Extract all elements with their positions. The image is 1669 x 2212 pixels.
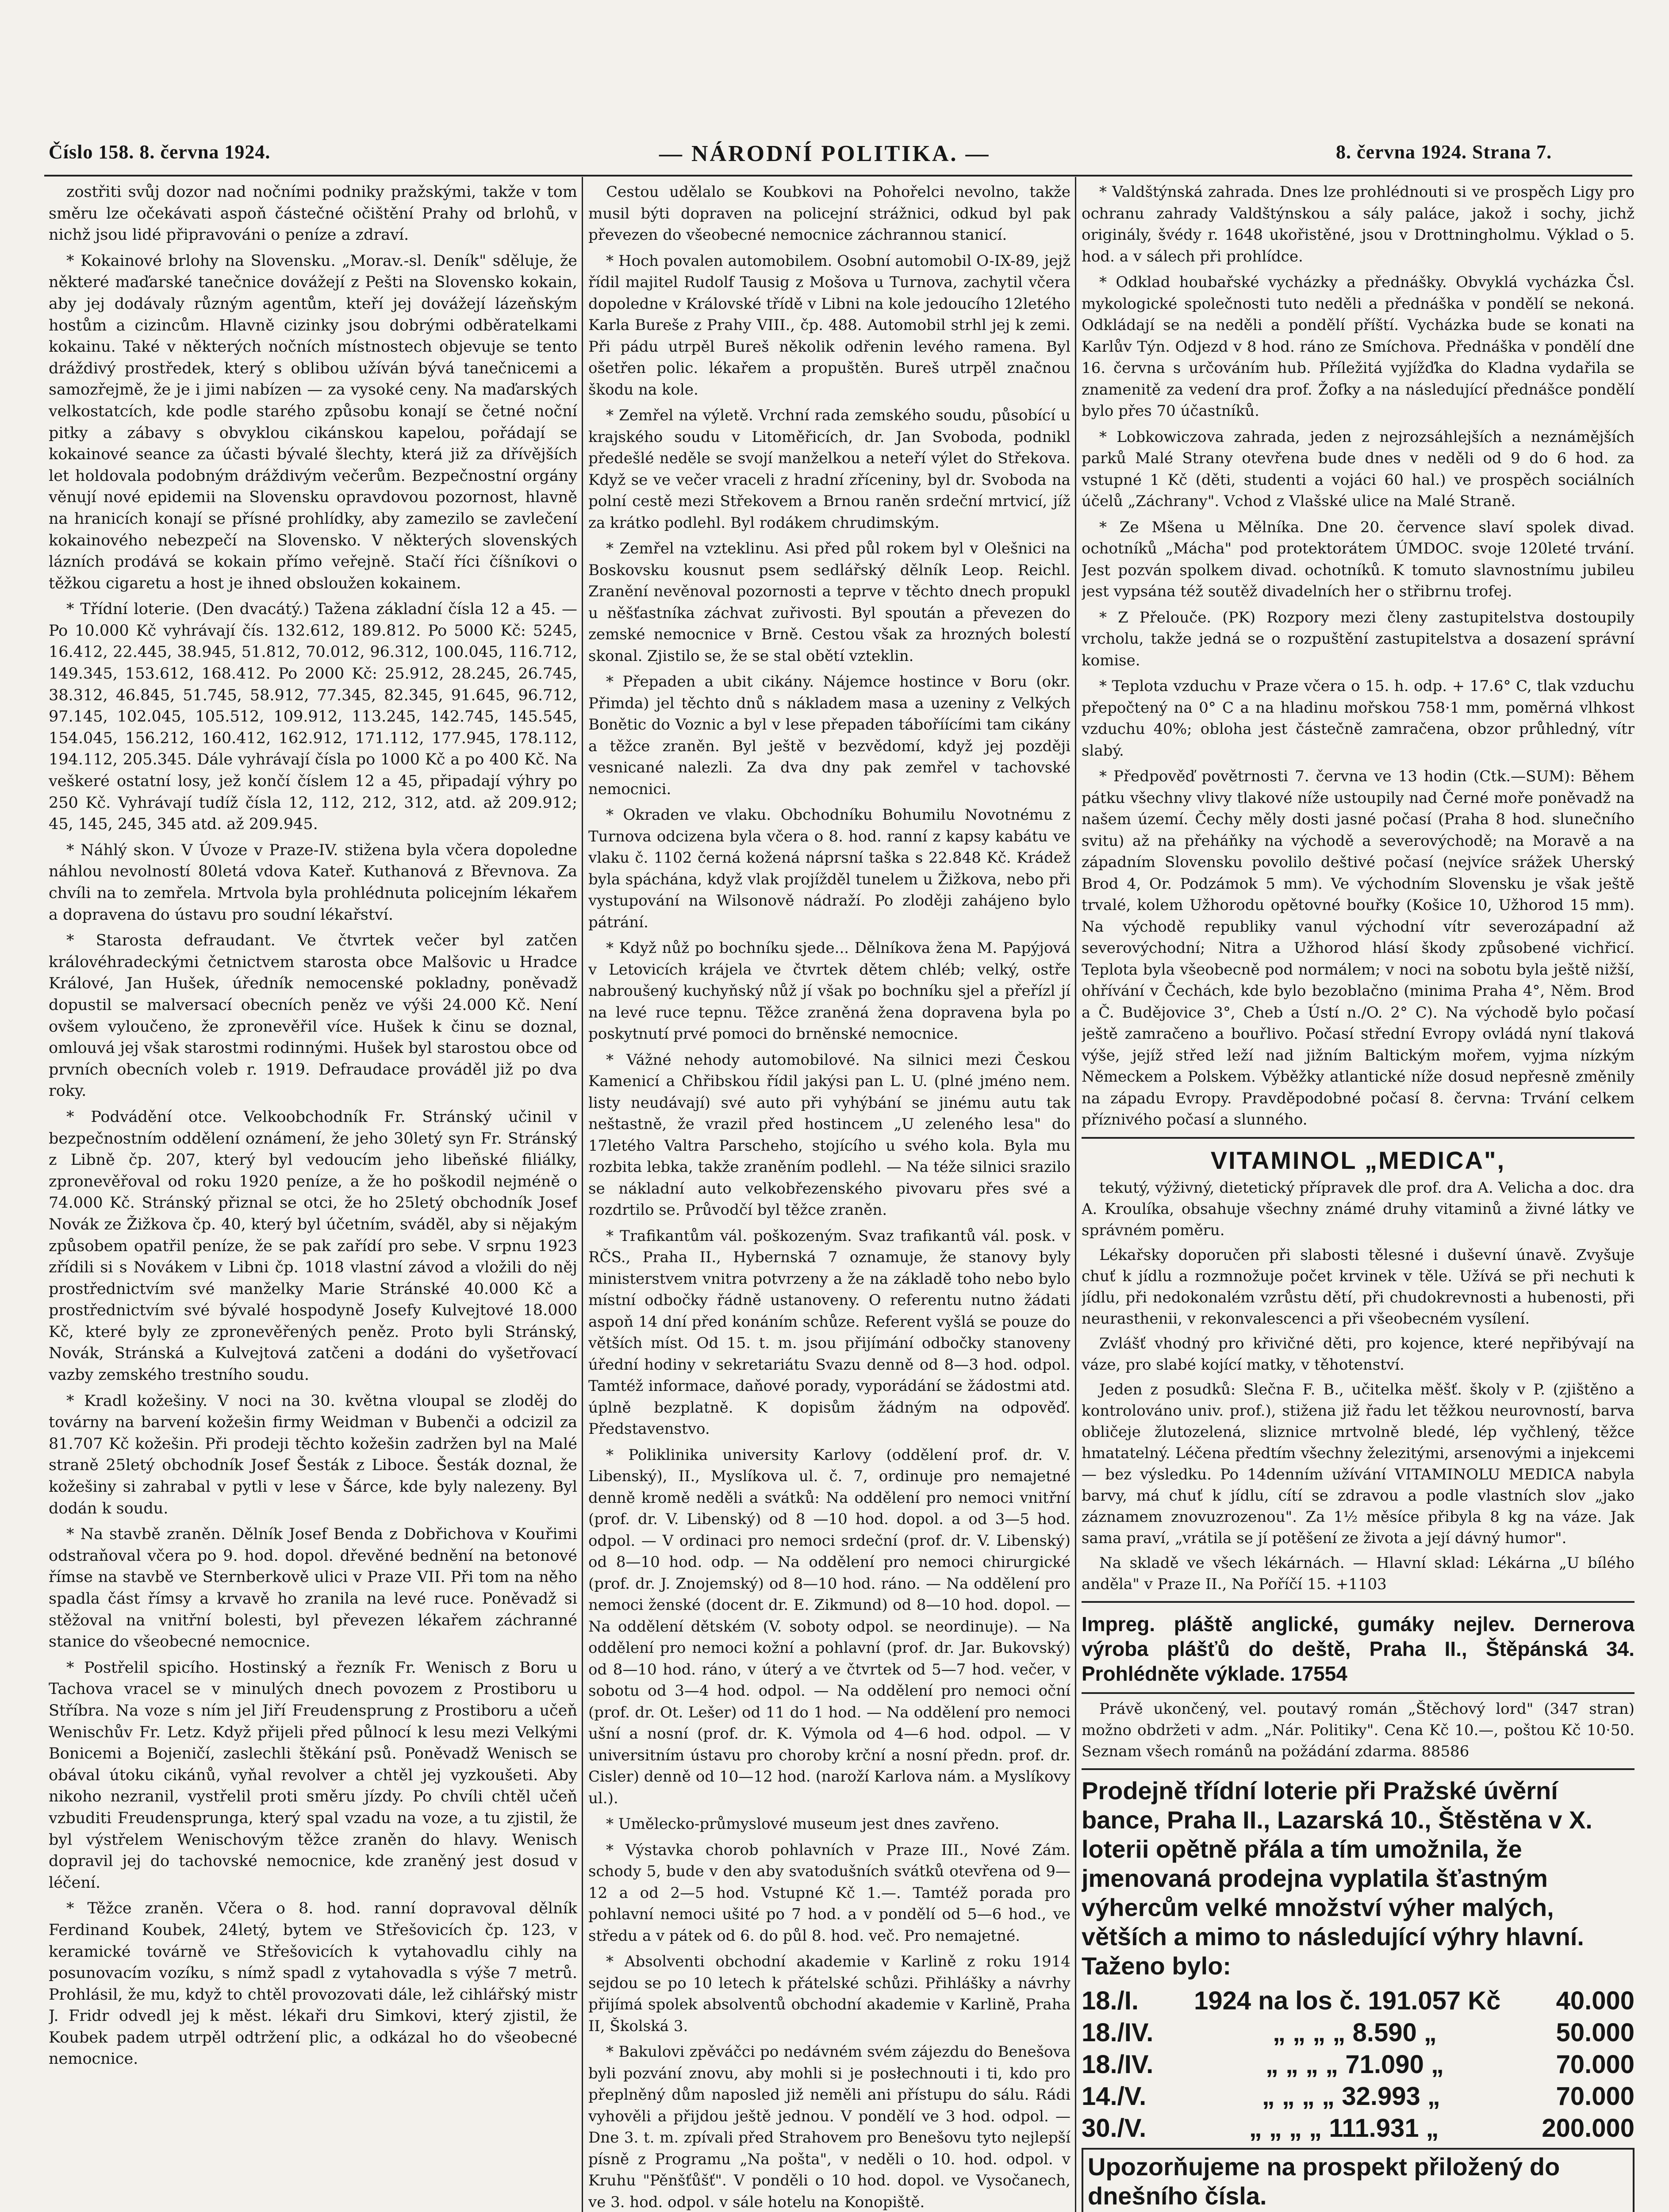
article: * Valdštýnská zahrada. Dnes lze prohlédnouti si ve prospěch Ligy pro ochranu zahrady Valdštýnskou a sály paláce, jakož i sochy, jichž originály, švédy r. 1648 ukořistěné, jsou v Drottningholmu. Výklad o 5. hod. a v sálech při prohlídce. — [1082, 183, 1634, 265]
lottery-los: „ „ „ „ 111.931 „ — [1249, 2113, 1439, 2143]
article: Cestou udělalo se Koubkovi na Pohořelci nevolno, takže musil býti dopraven na policejní strážnici, odkud byl pak převezen do všeobecné nemocnice záchrannou stanicí. — [588, 183, 1070, 244]
article: * Hoch povalen automobilem. Osobní automobil O-IX-89, jejž řídil majitel Rudolf Tausig z Mošova u Turnova, zachytil včera dopoledne v Královské třídě v Libni na kole jedoucího 12letého Karla Bureše z Prahy VIII., čp. 488. Automobil strhl jej k zemi. Při pádu utrpěl Bureš několik odřenin levého ramena. Byl ošetřen polic. lékařem a propuštěn. Bureš utrpěl značnou škodu na kole. — [588, 252, 1070, 399]
lottery-ad — [1082, 1768, 1634, 2212]
lottery-amount: 40.000 — [1556, 1986, 1634, 2015]
ad-text: Právě ukončený, vel. poutavý román „Štěchový lord" (347 stran) možno obdržeti v adm. „Nár. Politiky". Cena Kč 10.—, poštou Kč 10·50. Seznam všech románů na požádání zdarma. 88586 — [1082, 1700, 1634, 1760]
lottery-date: 14./V. — [1082, 2081, 1147, 2111]
article: * Předpověď povětrnosti 7. června ve 13 hodin (Ctk.—SUM): Během pátku všechny vlivy tlakové níže ustoupily nad Černé moře poněvadž na našem území. Čechy měly dosti jasné počasí (Praha 8 hod. slunečního svitu) až na přeháňky na východě a severovýchodě; na Moravě a na západním Slovensku povolilo deštivé počasí (nejvíce srážek Uherský Brod 4, Or. Podzámok 5 mm). Ve východním Slovensku je však ještě trvalé, kolem Užhorodu opětovné bouřky (Košice 10, Užhorod 15 mm). Na východě republiky vanul východní vítr severozápadní až severovýchodní; Nitra a Užhorod hlásí škody způsobené vichřicí. Teplota byla všeobecně pod normálem; v noci na sobotu byla ještě nižší, ohřívání v Čechách, kde bylo bezoblačno (minima Praha 4°, Něm. Brod a Č. Budějovice 3°, Cheb a Ústí n./O. 2° C). Na východě bylo počasí ještě zamračeno a bouřlivo. Počasí střední Evropy ovládá nyní tlaková výše, jejíž střed leží nad jižním Baltickým mořem, vyjma nízkým Německem a Polskem. Výběžky atlantické níže dosud nepřesně změnily na západu Evropy. Pravděpodobné počasí 8. června: Trvání celkem příznivého počasí a slunného. — [1082, 768, 1634, 1129]
article: * Když nůž po bochníku sjede... Dělníkova žena M. Papýjová v Letovicích krájela ve čtvrtek dětem chléb; velký, ostře nabroušený kuchyňský nůž jí však po bochníku sjel a přeřízl jí na levé ruce tepnu. Těžce zraněná žena dopravena byla po poskytnutí prvé pomoci do brněnské nemocnice. — [588, 939, 1070, 1043]
article: * Třídní loterie. (Den dvacátý.) Tažena základní čísla 12 a 45. — Po 10.000 Kč vyhrávají čís. 132.612, 189.812. Po 5000 Kč: 5245, 16.412, 22.445, 38.945, 51.812, 70.012, 96.312, 100.045, 116.712, 149.345, 153.612, 168.412. Po 2000 Kč: 25.912, 28.245, 26.745, 38.312, 46.845, 51.745, 58.912, 77.345, 82.345, 91.645, 96.712, 97.145, 102.045, 105.512, 109.912, 113.245, 142.745, 145.545, 154.045, 156.212, 160.412, 162.912, 171.112, 177.945, 178.112, 194.112, 205.345. Dále vyhrávají čísla po 1000 Kč a po 400 Kč. Na veškeré ostatní losy, jež končí číslem 12 a 45, připadají výhry po 250 Kč. Vyhrávají tudíž čísla 12, 112, 212, 312, atd. až 209.912; 45, 145, 245, 345 atd. až 209.945. — [49, 600, 577, 833]
article: * Zemřel na výletě. Vrchní rada zemského soudu, působící u krajského soudu v Litoměřicích, dr. Jan Svoboda, podnikl předešlé neděle se svojí manželkou a neteří výlet do Střekova. Když se ve večer vraceli z hradní zříceniny, byl dr. Svoboda na polní cestě mezi Střekovem a Brnou raněn srdeční mrtvicí, jíž za krátko podlehl. Byl rodákem chrudimským. — [588, 407, 1070, 532]
lottery-date: 30./V. — [1082, 2113, 1147, 2143]
article: * Zemřel na vzteklinu. Asi před půl rokem byl v Olešnici na Boskovsku kousnut psem sedlářský dělník Leop. Reichl. Zranění nevěnoval pozornosti a teprve v těchto dnech propukl u něšťastníka záchvat zuřivosti. Byl spoután a převezen do zemské nemocnice v Brně. Cestou však za hrozných bolestí skonal. Zjistilo se, že se stal obětí vzteklin. — [588, 540, 1070, 665]
ad-paragraph: Jeden z posudků: Slečna F. B., učitelka měšť. školy v P. (zjištěno a kontrolováno univ. prof.), stižena již řadu let těžkou neurovností, barva obličeje žlutozelená, sliznice mrtvolně bledé, lép vyčhlený, těžce hmatatelný. Léčena předtím všechny železitými, arsenovými a injekcemi — bez výsledku. Po 14denním užívání VITAMINOLU MEDICA nabyla barvy, má chuť k jídlu, cítí se zdravou a podle vlastních slov „jako záznamem znovuzrozenou". Za 1½ měsíce přibyla 8 kg na váze. Jak sama praví, „vrátila se jí potěšení ze života a její dávný humor". — [1082, 1380, 1634, 1547]
lottery-amount: 200.000 — [1542, 2113, 1634, 2143]
article: * Trafikantům vál. poškozeným. Svaz trafikantů vál. posk. v RČS., Praha II., Hybernská 7 oznamuje, že stanovy byly ministerstvem vnitra potvrzeny a že na základě toho nebo bylo místní odbočky řádně ustanoveny. O referentu nutno žádati aspoň 14 dní před konáním schůze. Referent vyšlá se pouze do větších míst. Od 15. t. m. jsou přijímání odbočky stanoveny úřední hodiny v sekretariátu Svazu denně od 8—3 hod. odpol. Tamtéž informace, daňové porady, vyporádání se žádostmi atd. úplně bezplatně. K dopisům žádným na odpověď. Představenstvo. — [588, 1227, 1070, 1438]
article: * Odklad houbařské vycházky a přednášky. Obvyklá vycházka Čsl. mykologické společnosti tuto neděli a přednáška v pondělí se nekoná. Odkládají se na neděli a pondělí příští. Vycházka bude se konati na Karlův Týn. Odjezd v 8 hod. ráno ze Smíchova. Přednáška v pondělí dne 16. června s určováním hub. Příležitá vyjížďka do Kladna vydařila se znamenitě za vedení dra prof. Žofky a na následující přednášce pondělí bylo přes 70 účastníků. — [1082, 273, 1634, 420]
article: * Poliklinika university Karlovy (oddělení prof. dr. V. Libenský), II., Myslíkova ul. č. 7, ordinuje pro nemajetné denně kromě neděli a svátků: Na oddělení pro nemoci vnitřní (prof. dr. V. Libenský) od 8 —10 hod. dopol. a od 3—5 hod. odpol. — V ordinaci pro nemoci srdeční (prof. dr. V. Libenský) od 8—10 hod. odp. — Na oddělení pro nemoci chirurgické (prof. dr. J. Znojemský) od 8—10 hod. ráno. — Na oddělení pro nemoci ženské (docent dr. E. Zikmund) od 8—10 hod. dopol. — Na oddělení dětském (V. soboty odpol. se neordinuje). — Na oddělení pro nemoci kožní a pohlavní (prof. dr. Jar. Bukovský) od 8—10 hod. ráno, v úterý a ve čtvrtek od 5—7 hod. večer, v sobotu od 3—4 hod. odpol. — Na oddělení pro nemoci oční (prof. dr. Ot. Lešer) od 11 do 1 hod. — Na oddělení pro nemoci ušní a nosní (prof. dr. K. Výmola od 4—6 hod. odpol. — V universitním ústavu pro choroby krční a nosní předn. prof. dr. Cisler) denně od 10—12 hod. (naroží Karlova nám. a Myslíkovy ul.). — [588, 1446, 1070, 1807]
lottery-los: „ „ „ „ 8.590 „ — [1273, 2018, 1437, 2047]
article: * Ze Mšena u Mělníka. Dne 20. července slaví spolek divad. ochotníků „Mácha" pod protektorátem ÚMDOC. svoje 120leté trvání. Jest pozván spolkem divad. ochotníků. K tomuto slavnostnímu jubileu jest vypsána též soutěž divadelních her o střibrnu trofej. — [1082, 518, 1634, 600]
article: * Umělecko-průmyslové museum jest dnes zavřeno. — [606, 1815, 1000, 1833]
lottery-row — [1082, 1985, 1634, 2017]
article: * Kokainové brlohy na Slovensku. „Morav.-sl. Deník" sděluje, že některé maďarské tanečnice dovážejí z Pešti na Slovensko kokain, aby jej dodávaly různým agentům, kteří jej dovážejí lázeňským hostům a cizincům. Hlavně cizinky jsou dobrými odběratelkami kokainu. Také v některých nočních místnostech objevuje se tento dráždivý prostředek, který s oblibou užíván bývá tanečnicemi a samozřejmě, že je i jimi nabízen — za vysoké ceny. Na maďarských velkostatcích, kde podle starého způsobu konají se četné noční pitky a zábavy s obvyklou cikánskou kapelou, pořádají se kokainové seance za účasti bývalé šlechty, která již za dřívějších let holdovala podobným dráždivým večerům. Bezpečnostní orgány věnují nové epidemii na Slovensku opravdovou pozornost, hlavně na hranicích konají se přísné prohlídky, aby zamezilo se zavlečení kokainového nebezpečí na Slovensko. V některých slovenských lázních prodává se kokain přímo veřejně. Stačí říci číšníkovi o těžkou cigaretu a host je ihned obsloužen kokainem. — [49, 252, 577, 592]
article: * Starosta defraudant. Ve čtvrtek večer byl zatčen královéhradeckými četnictvem starosta obce Malšovic u Hradce Králové, Jan Hušek, úředník nemocenské pokladny, poněvadž dopustil se malversací obecních peněz ve výši 24.000 Kč. Není ovšem vyloučeno, že zpronevěřil více. Hušek k činu se doznal, omlouvá jej však starostmi rodinnými. Hušek byl starostou obce od prvních obecních voleb r. 1919. Defraudace prováděl již po dva roky. — [49, 932, 577, 1100]
ad-paragraph: Lékařsky doporučen při slabosti tělesné i duševní únavě. Zvyšuje chuť k jídlu a rozmnožuje počet krvinek v těle. Užívá se při nechuti k jídlu, při nedokonalém vzrůstu dětí, při chudokrevnosti a hubenosti, při neurasthenii, v rekonvalescenci a při všeobecném vysílení. — [1082, 1246, 1634, 1328]
article: zostřiti svůj dozor nad nočními podniky pražskými, takže v tom směru lze očekávati aspoň částečné očištění Prahy od brlohů, v nichž jsou lidé připravováni o peníze a zdraví. — [49, 183, 577, 244]
novel-ad — [1082, 1692, 1634, 1762]
article: * Výstavka chorob pohlavních v Praze III., Nové Zám. schody 5, bude v den aby svatodušních svátků otevřena od 9—12 a od 2—5 hod. Vstupné Kč 1.—. Tamtéž porada pro pohlavní nemoci ušité po 7 hod. a v pondělí od 5—6 hod., ve středu a v pátek od 6. do půl 8. hod. več. Pro nemajetné. — [588, 1841, 1070, 1945]
article: * Teplota vzduchu v Praze včera o 15. h. odp. + 17.6° C, tlak vzduchu přepočtený na 0° C a na hladinu mořskou 758·1 mm, poměrná vlhkost vzduchu 40%; obloha jest částečně zamračena, obzor průhledný, vítr slabý. — [1082, 677, 1634, 760]
article: * Lobkowiczova zahrada, jeden z nejrozsáhlejších a neznámějších parků Malé Strany otevřena bude dnes v neděli od 9 do 6 hod. za vstupné 1 Kč (děti, studenti a vojáci 60 hal.) ve prospěch sociálních účelů „Záchrany". Vchod z Vlašské ulice na Malé Straně. — [1082, 428, 1634, 510]
ad-paragraph: Na skladě ve všech lékárnách. — Hlavní sklad: Lékárna „U bílého anděla" v Praze II., Na Poříčí 15. +1103 — [1082, 1554, 1634, 1593]
header-rule — [44, 175, 1632, 177]
lottery-row — [1082, 2081, 1634, 2112]
impreg-ad — [1082, 1601, 1634, 1686]
article: * Bakulovi zpěváčci po nedávném svém zájezdu do Benešova byli pozvání znovu, aby mohli si je posłechnouti i ti, kdo pro přeplněný dům naposled již neměli ani přístupu do sálu. Rádi vyhověli a přijdou ještě jednou. V pondělí ve 3 hod. odpol. — Dne 3. t. m. zpívali před Strahovem pro Benešovu tyto nejlepší písně z Programu „Na pošta", v neděli o 10. hod. odpol. v Kruhu "Pěnšťůšť". V ponděli o 10 hod. dopol. ve Vysočanech, ve 3. hod. odpol. v sále hotelu na Konopiště. — [588, 2043, 1070, 2211]
vitaminol-ad — [1082, 1137, 1634, 1595]
lottery-date: 18./IV. — [1082, 2018, 1154, 2047]
article: * Absolventi obchodní akademie v Karlině z roku 1914 sejdou se po 10 letech k přátelské schůzi. Přihlášky a návrhy přijímá spolek absolventů obchodní akademie v Karlině, Praha II, Školská 3. — [588, 1953, 1070, 2035]
lottery-footer: Upozorňujeme na prospekt přiložený do dnešního čísla. — [1082, 2148, 1634, 2212]
issue-number: Číslo 158. 8. června 1924. — [49, 141, 271, 163]
lottery-date: 18./IV. — [1082, 2050, 1154, 2079]
ad-paragraph: Zvlášť vhodný pro křivičné děti, pro kojence, které nepřibývají na váze, pro slabé kojící matky, v těhotenství. — [1082, 1334, 1634, 1374]
column-divider — [582, 177, 583, 2212]
lottery-amount: 70.000 — [1556, 2081, 1634, 2111]
article: * Kradl kožešiny. V noci na 30. května vloupal se zloděj do továrny na barvení kožešin firmy Weidman v Bubenči a odcizil za 81.707 Kč kožešin. Při prodeji těchto kožešin zadržen byl na Malé straně 25letý obchodník Josef Šesták z Liboce. Šesták doznal, že kožešiny si zahrabal v pytli v lese v Šárce, kde byly nalezeny. Byl dodán k soudu. — [49, 1392, 577, 1517]
lottery-row — [1082, 2049, 1634, 2081]
article: * Podvádění otce. Velkoobchodník Fr. Stránský učinil v bezpečnostním oddělení oznámení, že jeho 30letý syn Fr. Stránský z Libně čp. 207, který byl vedoucím jeho libeňské filiálky, zpronevěřoval od roku 1920 peníze, a že ho poškodil nejméně o 74.000 Kč. Stránský přiznal se otci, že ho 25letý obchodník Josef Novák ze Žižkova čp. 40, který byl účetním, sváděl, aby si nějakým způsobem opatřil peníze, že se pak zařídí pro sebe. V srpnu 1923 zřídili si s Novákem v Libni čp. 1018 vlastní závod a vložili do něj prostřednictvím své manželky Marie Stránské 40.000 Kč a prostřednictvím své bývalé hospodyně Josefy Kulvejtové 18.000 Kč, které byly ze zpronevěřených peněz. Proto byli Stránský, Novák, Stránská a Kulvejtová zatčeni a dodáni do vyšetřovací vazby zemského trestního soudu. — [49, 1108, 577, 1384]
lottery-row — [1082, 2017, 1634, 2049]
ad-text: Impreg. pláště anglické, gumáky nejlev. Dernerova výroba plášťů do deště, Praha II., Štěpánská 34. Prohlédněte výklade. 17554 — [1082, 1612, 1634, 1685]
article: * Přepaden a ubit cikány. Nájemce hostince v Boru (okr. Přimda) jel těchto dnů s nákladem masa a uzeniny z Velkých Bonětic do Voznic a byl v lese přepaden táboříícími tam cikány a těžce zraněn. Byl ještě v bezvědomí, když jej později vesnicané nalezli. Za dva dny pak zemřel v tachovské nemocnici. — [588, 673, 1070, 798]
masthead: — NÁRODNÍ POLITIKA. — — [659, 141, 990, 166]
article: * Postřelil spicího. Hostinský a řezník Fr. Wenisch z Boru u Tachova vracel se v minulých dnech povozem z Prostiboru u Stříbra. Na voze s ním jel Jiří Freudensprung z Prostiboru a učeň Wenischův Fr. Letz. Když přijeli před půlnocí k lesu mezi Velkými Bonicemi a Bojeničí, zaslechli štěkání psů. Poněvadž Wenisch se obával útoku cikánů, vyňal revolver a chtěl jej vyzkoušeti. Aby nikoho nezranil, vystřelil proti směru jízdy. Po chvíli chtěl učeň vzbuditi Freudensprunga, který spal vzadu na voze, a tu zjistil, že byl výstřelem Wenischovým těžce zraněn do hlavy. Wenisch dopravil jej do tachovské nemocnice, kde zraněný jest dosud v léčení. — [49, 1659, 577, 1892]
article: * Z Přelouče. (PK) Rozpory mezi členy zastupitelstva dostoupily vrcholu, takže jedná se o rozpuštění zastupitelstva a dosazení správní komise. — [1082, 608, 1634, 669]
lottery-row — [1082, 2112, 1634, 2144]
lottery-date: 18./I. — [1082, 1986, 1139, 2015]
ad-title: VITAMINOL „MEDICA", — [1210, 1146, 1506, 1174]
column-3 — [1082, 181, 1634, 2212]
article: * Na stavbě zraněn. Dělník Josef Benda z Dobřichova v Kouřimi odstraňoval včera po 9. hod. dopol. dřevěné bednění na betonové římse na stavbě ve Sternberkově ulici v Praze VII. Při tom na něho spadla část římsy a krvavě ho zranila na levé ruce. Poněvadž si stěžoval na vnitřní bolesti, byl převezen lékařem záchranné stanice do všeobecné nemocnice. — [49, 1525, 577, 1651]
article: * Náhlý skon. V Úvoze v Praze-IV. stižena byla včera dopoledne náhlou nevolností 80letá vdova Kateř. Kuthanová z Břevnova. Za chvíli na to zemřela. Mrtvola byla prohlédnuta policejním lékařem a dopravena do ústavu pro soudní lékařství. — [49, 841, 577, 924]
article: * Okraden ve vlaku. Obchodníku Bohumilu Novotnému z Turnova odcizena byla včera o 8. hod. ranní z kapsy kabátu ve vlaku č. 1102 černá kožená náprsní taška s 22.848 Kč. Krádež byla spáchána, když vlak projížděl tunelem u Žižkova, nebo při vystupování na Wilsonově nádraží. Po zloději zahájeno bylo pátrání. — [588, 806, 1070, 931]
page-date: 8. června 1924. Strana 7. — [1336, 141, 1552, 163]
article: * Těžce zraněn. Včera o 8. hod. ranní dopravoval dělník Ferdinand Koubek, 24letý, bytem ve Střešovicích čp. 123, v keramické továrně ve Střešovicích k vytahovadlu cihly na posunovacím vozíku, s nímž spadl z vytahovadla s výše 7 metrů. Prohlásil, že mu, když to chtěl provozovati dále, lež cihlářský mistr J. Fridr odvedl jej k měst. lékaři dru Simkovi, který zjistil, že Koubek padem utrpěl odtržení plic, a odkázal ho do všeobecné nemocnice. — [49, 1900, 577, 2068]
lottery-amount: 50.000 — [1556, 2018, 1634, 2047]
ad-paragraph: tekutý, výživný, dietetický přípravek dle prof. dra A. Velicha a doc. dra A. Kroulíka, obsahuje všechny známé druhy vitaminů a živné látky ve správném poměru. — [1082, 1179, 1634, 1239]
lottery-amount: 70.000 — [1556, 2050, 1634, 2079]
column-2 — [588, 181, 1070, 2212]
lottery-los: „ „ „ „ 32.993 „ — [1262, 2081, 1440, 2111]
column-1 — [49, 181, 577, 2212]
lottery-los: „ „ „ „ 71.090 „ — [1265, 2050, 1444, 2079]
column-divider — [1075, 177, 1076, 2212]
lottery-text: Prodejně třídní loterie při Pražské úvěrní bance, Praha II., Lazarská 10., Štěstěna v X. loterii opětně přála a tím umožnila, že jmenovaná prodejna vyplatila šťastným výhercům velké množství výher malých, větších a mimo to následující výhry hlavní. Taženo bylo: — [1082, 1776, 1592, 1980]
article: * Vážné nehody automobilové. Na silnici mezi Českou Kamenicí a Chřibskou řídil jakýsi pan L. U. (plné jméno nem. listy neudávají) své auto při vyhýbání se jinému autu tak neštastně, že vrazil před hostincem „U zeleného lesa" do 17letého Valtra Parscheho, stojícího u svého kola. Byla mu rozbita lebka, takže zraněním podlehl. — Na téže silnici srazilo se nákladní auto velkobřezenského pivovaru přes své a rozdrtilo se. Průvodčí byl těžce zraněn. — [588, 1051, 1070, 1219]
lottery-los: 1924 na los č. 191.057 Kč — [1194, 1986, 1501, 2015]
